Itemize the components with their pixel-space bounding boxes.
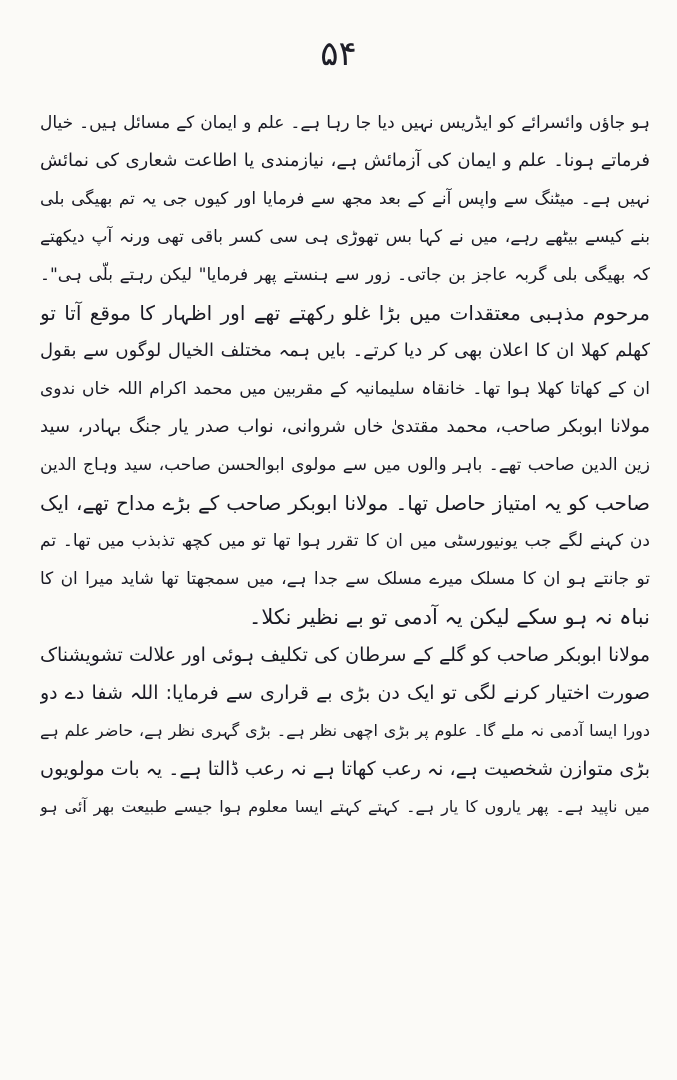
text-line: کہ بھیگی بلی گربہ عاجز بن جاتی۔ زور سے ہنستے پھر فرمایا" لیکن رہتے بلّی ہی"۔ — [40, 265, 650, 285]
text-line: ہو جاؤں وائسرائے کو ایڈریس نہیں دیا جا رہا ہے۔ علم و ایمان کے مسائل ہیں۔ خیال — [40, 113, 650, 133]
text-line: صاحب کو یہ امتیاز حاصل تھا۔ مولانا ابوبکر صاحب کے بڑے مداح تھے، ایک — [40, 491, 650, 515]
text-line: دورا ایسا آدمی نہ ملے گا۔ علوم پر بڑی اچھی نظر ہے۔ بڑی گہری نظر ہے، حاضر علم ہے — [40, 721, 650, 740]
text-line: تو جانتے ہو ان کا مسلک میرے مسلک سے جدا ہے، میں سمجھتا تھا شاید میرا ان کا — [40, 569, 650, 589]
text-line: ان کے کھاتا کھلا ہوا تھا۔ خانقاہ سلیمانیہ کے مقربین میں محمد اکرام اللہ خاں ندوی — [40, 379, 650, 399]
page-text — [40, 104, 650, 826]
text-line: نہیں ہے۔ میٹنگ سے واپس آنے کے بعد مجھ سے فرمایا اور کیوں جی یہ تم بھیگی بلی — [40, 189, 650, 209]
text-line: کھلم کھلا ان کا اعلان بھی کر دیا کرتے۔ بایں ہمہ مختلف الخیال لوگوں سے بقول — [40, 340, 650, 361]
text-line: مولانا ابوبکر صاحب، محمد مقتدیٰ خاں شروانی، نواب صدر یار جنگ بہادر، سید — [40, 416, 650, 437]
text-line: بنے کیسے بیٹھے رہے، میں نے کہا بس تھوڑی ہی سی کسر باقی تھی ورنہ آپ دیکھتے — [40, 227, 650, 247]
text-line: صورت اختیار کرنے لگی تو ایک دن بڑی بے قراری سے فرمایا: اللہ شفا دے دو — [40, 682, 650, 704]
text-line: میں ناپید ہے۔ پھر یاروں کا یار ہے۔ کہتے کہتے ایسا معلوم ہوا جیسے طبیعت بھر آئی ہو — [40, 797, 650, 816]
page-number: ۵۴ — [320, 34, 357, 74]
text-line: دن کہنے لگے جب یونیورسٹی میں ان کا تقرر ہوا تھا تو میں کچھ تذبذب میں تھا۔ تم — [40, 531, 650, 551]
text-line: بڑی متوازن شخصیت ہے، نہ رعب کھاتا ہے نہ رعب ڈالتا ہے۔ یہ بات مولویوں — [40, 758, 650, 780]
text-line: نباہ نہ ہو سکے لیکن یہ آدمی تو بے نظیر نکلا۔ — [249, 605, 650, 629]
text-line: مولانا ابوبکر صاحب کو گلے کے سرطان کی تکلیف ہوئی اور علالت تشویشناک — [40, 644, 650, 666]
text-line: مرحوم مذہبی معتقدات میں بڑا غلو رکھتے تھے اور اظہار کا موقع آتا تو — [40, 301, 650, 325]
text-line: زین الدین صاحب تھے۔ باہر والوں میں سے مولوی ابوالحسن صاحب، سید وہاج الدین — [40, 455, 650, 475]
text-line: فرماتے ہونا۔ علم و ایمان کی آزمائش ہے، نیازمندی یا اطاعت شعاری کی نمائش — [40, 150, 650, 171]
